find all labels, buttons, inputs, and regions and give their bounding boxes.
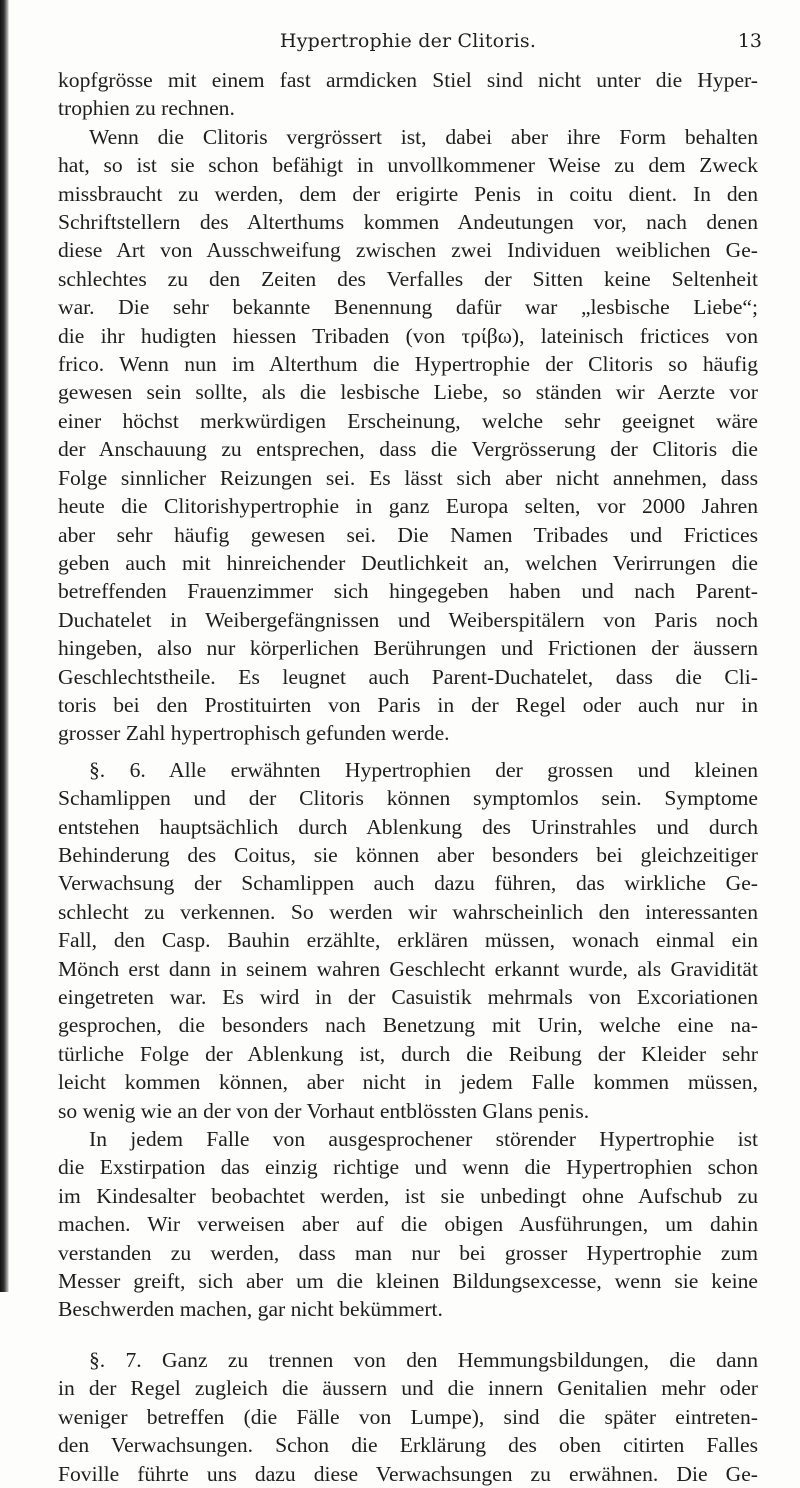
running-head bbox=[58, 24, 762, 66]
text-line: heute die Clitorishypertrophie in ganz Europa selten, vor 2000 Jahren bbox=[58, 494, 758, 519]
paragraph-2 bbox=[58, 123, 758, 748]
book-binding-edge bbox=[0, 0, 9, 1292]
text-line: Behinderung des Coitus, sie können aber besonders bei gleichzeitiger bbox=[58, 842, 758, 867]
text-line: Folge sinnlicher Reizungen sei. Es lässt sich aber nicht annehmen, dass bbox=[58, 465, 758, 490]
text-line: hingeben, also nur körperlichen Berührungen und Frictionen der äussern bbox=[58, 636, 758, 661]
page-number: 13 bbox=[737, 30, 762, 52]
text-line: der Anschauung zu entsprechen, dass die Vergrösserung der Clitoris die bbox=[58, 437, 758, 462]
text-line: Beschwerden machen, gar nicht bekümmert. bbox=[58, 1297, 443, 1322]
text-line: kopfgrösse mit einem fast armdicken Stiel sind nicht unter die Hyper- bbox=[58, 68, 758, 92]
text-line: so wenig wie an der von der Vorhaut entblössten Glans penis. bbox=[58, 1098, 590, 1123]
text-line: betreffenden Frauenzimmer sich hingegeben haben und nach Parent- bbox=[58, 579, 758, 604]
paragraph-gap bbox=[58, 748, 758, 756]
text-line: entstehen hauptsächlich durch Ablenkung des Urinstrahles und durch bbox=[58, 814, 758, 839]
section-6-paragraph bbox=[58, 756, 758, 1125]
text-line: schlecht zu verkennen. So werden wir wahrscheinlich den interessanten bbox=[58, 899, 758, 924]
text-line: Messer greift, sich aber um die kleinen Bildungsexcesse, wenn sie keine bbox=[58, 1269, 758, 1294]
text-line: im Kindesalter beobachtet werden, ist sie unbedingt ohne Aufschub zu bbox=[58, 1183, 758, 1208]
text-line: gewesen sein sollte, als die lesbische Liebe, so ständen wir Aerzte vor bbox=[58, 380, 758, 405]
text-line: in der Regel zugleich die äussern und die innern Genitalien mehr oder bbox=[58, 1376, 758, 1401]
paragraph-gap bbox=[58, 1324, 758, 1346]
text-line: war. Die sehr bekannte Benennung dafür war „lesbische Liebe“; bbox=[58, 295, 758, 320]
paragraph-1 bbox=[58, 66, 758, 123]
section-7-paragraph bbox=[58, 1346, 758, 1488]
text-line: türliche Folge der Ablenkung ist, durch die Reibung der Kleider sehr bbox=[58, 1041, 758, 1066]
text-line: Schamlippen und der Clitoris können symptomlos sein. Symptome bbox=[58, 786, 758, 811]
text-line: toris bei den Prostituirten von Paris in der Regel oder auch nur in bbox=[58, 692, 758, 717]
text-line: diese Art von Ausschweifung zwischen zwei Individuen weiblichen Ge- bbox=[58, 238, 758, 263]
text-line: Verwachsung der Schamlippen auch dazu führen, das wirkliche Ge- bbox=[58, 871, 758, 896]
text-line: Duchatelet in Weibergefängnissen und Weiberspitälern von Paris noch bbox=[58, 607, 758, 632]
running-title: Hypertrophie der Clitoris. bbox=[279, 30, 537, 52]
book-page bbox=[58, 24, 762, 1488]
text-line: Foville führte uns dazu diese Verwachsungen zu erwähnen. Die Ge- bbox=[58, 1461, 758, 1486]
text-line: Wenn die Clitoris vergrössert ist, dabei aber ihre Form behalten bbox=[89, 124, 758, 149]
text-line: grosser Zahl hypertrophisch gefunden werde. bbox=[58, 721, 450, 746]
text-line: weniger betreffen (die Fälle von Lumpe), sind die später eintreten- bbox=[58, 1404, 758, 1429]
text-line: aber sehr häufig gewesen sei. Die Namen Tribades und Frictices bbox=[58, 522, 758, 547]
text-line: den Verwachsungen. Schon die Erklärung des oben citirten Falles bbox=[58, 1433, 758, 1458]
text-line: missbraucht zu werden, dem der erigirte Penis in coitu dient. In den bbox=[58, 181, 758, 206]
text-line: geben auch mit hinreichender Deutlichkeit an, welchen Verirrungen die bbox=[58, 550, 758, 575]
text-line: In jedem Falle von ausgesprochener störender Hypertrophie ist bbox=[89, 1127, 758, 1152]
text-line: schlechtes zu den Zeiten des Verfalles der Sitten keine Seltenheit bbox=[58, 266, 758, 291]
text-line: §. 6. Alle erwähnten Hypertrophien der grossen und kleinen bbox=[89, 757, 758, 782]
text-line: trophien zu rechnen. bbox=[58, 96, 235, 121]
text-line: Geschlechtstheile. Es leugnet auch Parent-Duchatelet, dass die Cli- bbox=[58, 664, 758, 689]
paragraph-4 bbox=[58, 1125, 758, 1324]
text-line: die Exstirpation das einzig richtige und wenn die Hypertrophien schon bbox=[58, 1155, 758, 1180]
text-line: hat, so ist sie schon befähigt in unvollkommener Weise zu dem Zweck bbox=[58, 153, 758, 178]
text-line: §. 7. Ganz zu trennen von den Hemmungsbildungen, die dann bbox=[89, 1347, 758, 1372]
text-line: machen. Wir verweisen aber auf die obigen Ausführungen, um dahin bbox=[58, 1212, 758, 1237]
text-line: Mönch erst dann in seinem wahren Geschlecht erkannt wurde, als Gravidität bbox=[58, 956, 758, 981]
text-line: einer höchst merkwürdigen Erscheinung, welche sehr geeignet wäre bbox=[58, 408, 758, 433]
text-line: frico. Wenn nun im Alterthum die Hypertrophie der Clitoris so häufig bbox=[58, 352, 758, 377]
text-line: Fall, den Casp. Bauhin erzählte, erklären müssen, wonach einmal ein bbox=[58, 928, 758, 953]
text-line: verstanden zu werden, dass man nur bei grosser Hypertrophie zum bbox=[58, 1240, 758, 1265]
text-line: leicht kommen können, aber nicht in jedem Falle kommen müssen, bbox=[58, 1070, 758, 1095]
text-line: die ihr hudigten hiessen Tribaden (von τρίβω), lateinisch frictices von bbox=[58, 323, 758, 348]
text-line: Schriftstellern des Alterthums kommen Andeutungen vor, nach denen bbox=[58, 210, 758, 235]
text-line: gesprochen, die besonders nach Benetzung mit Urin, welche eine na- bbox=[58, 1013, 758, 1038]
text-line: eingetreten war. Es wird in der Casuistik mehrmals von Excoriationen bbox=[58, 985, 758, 1009]
